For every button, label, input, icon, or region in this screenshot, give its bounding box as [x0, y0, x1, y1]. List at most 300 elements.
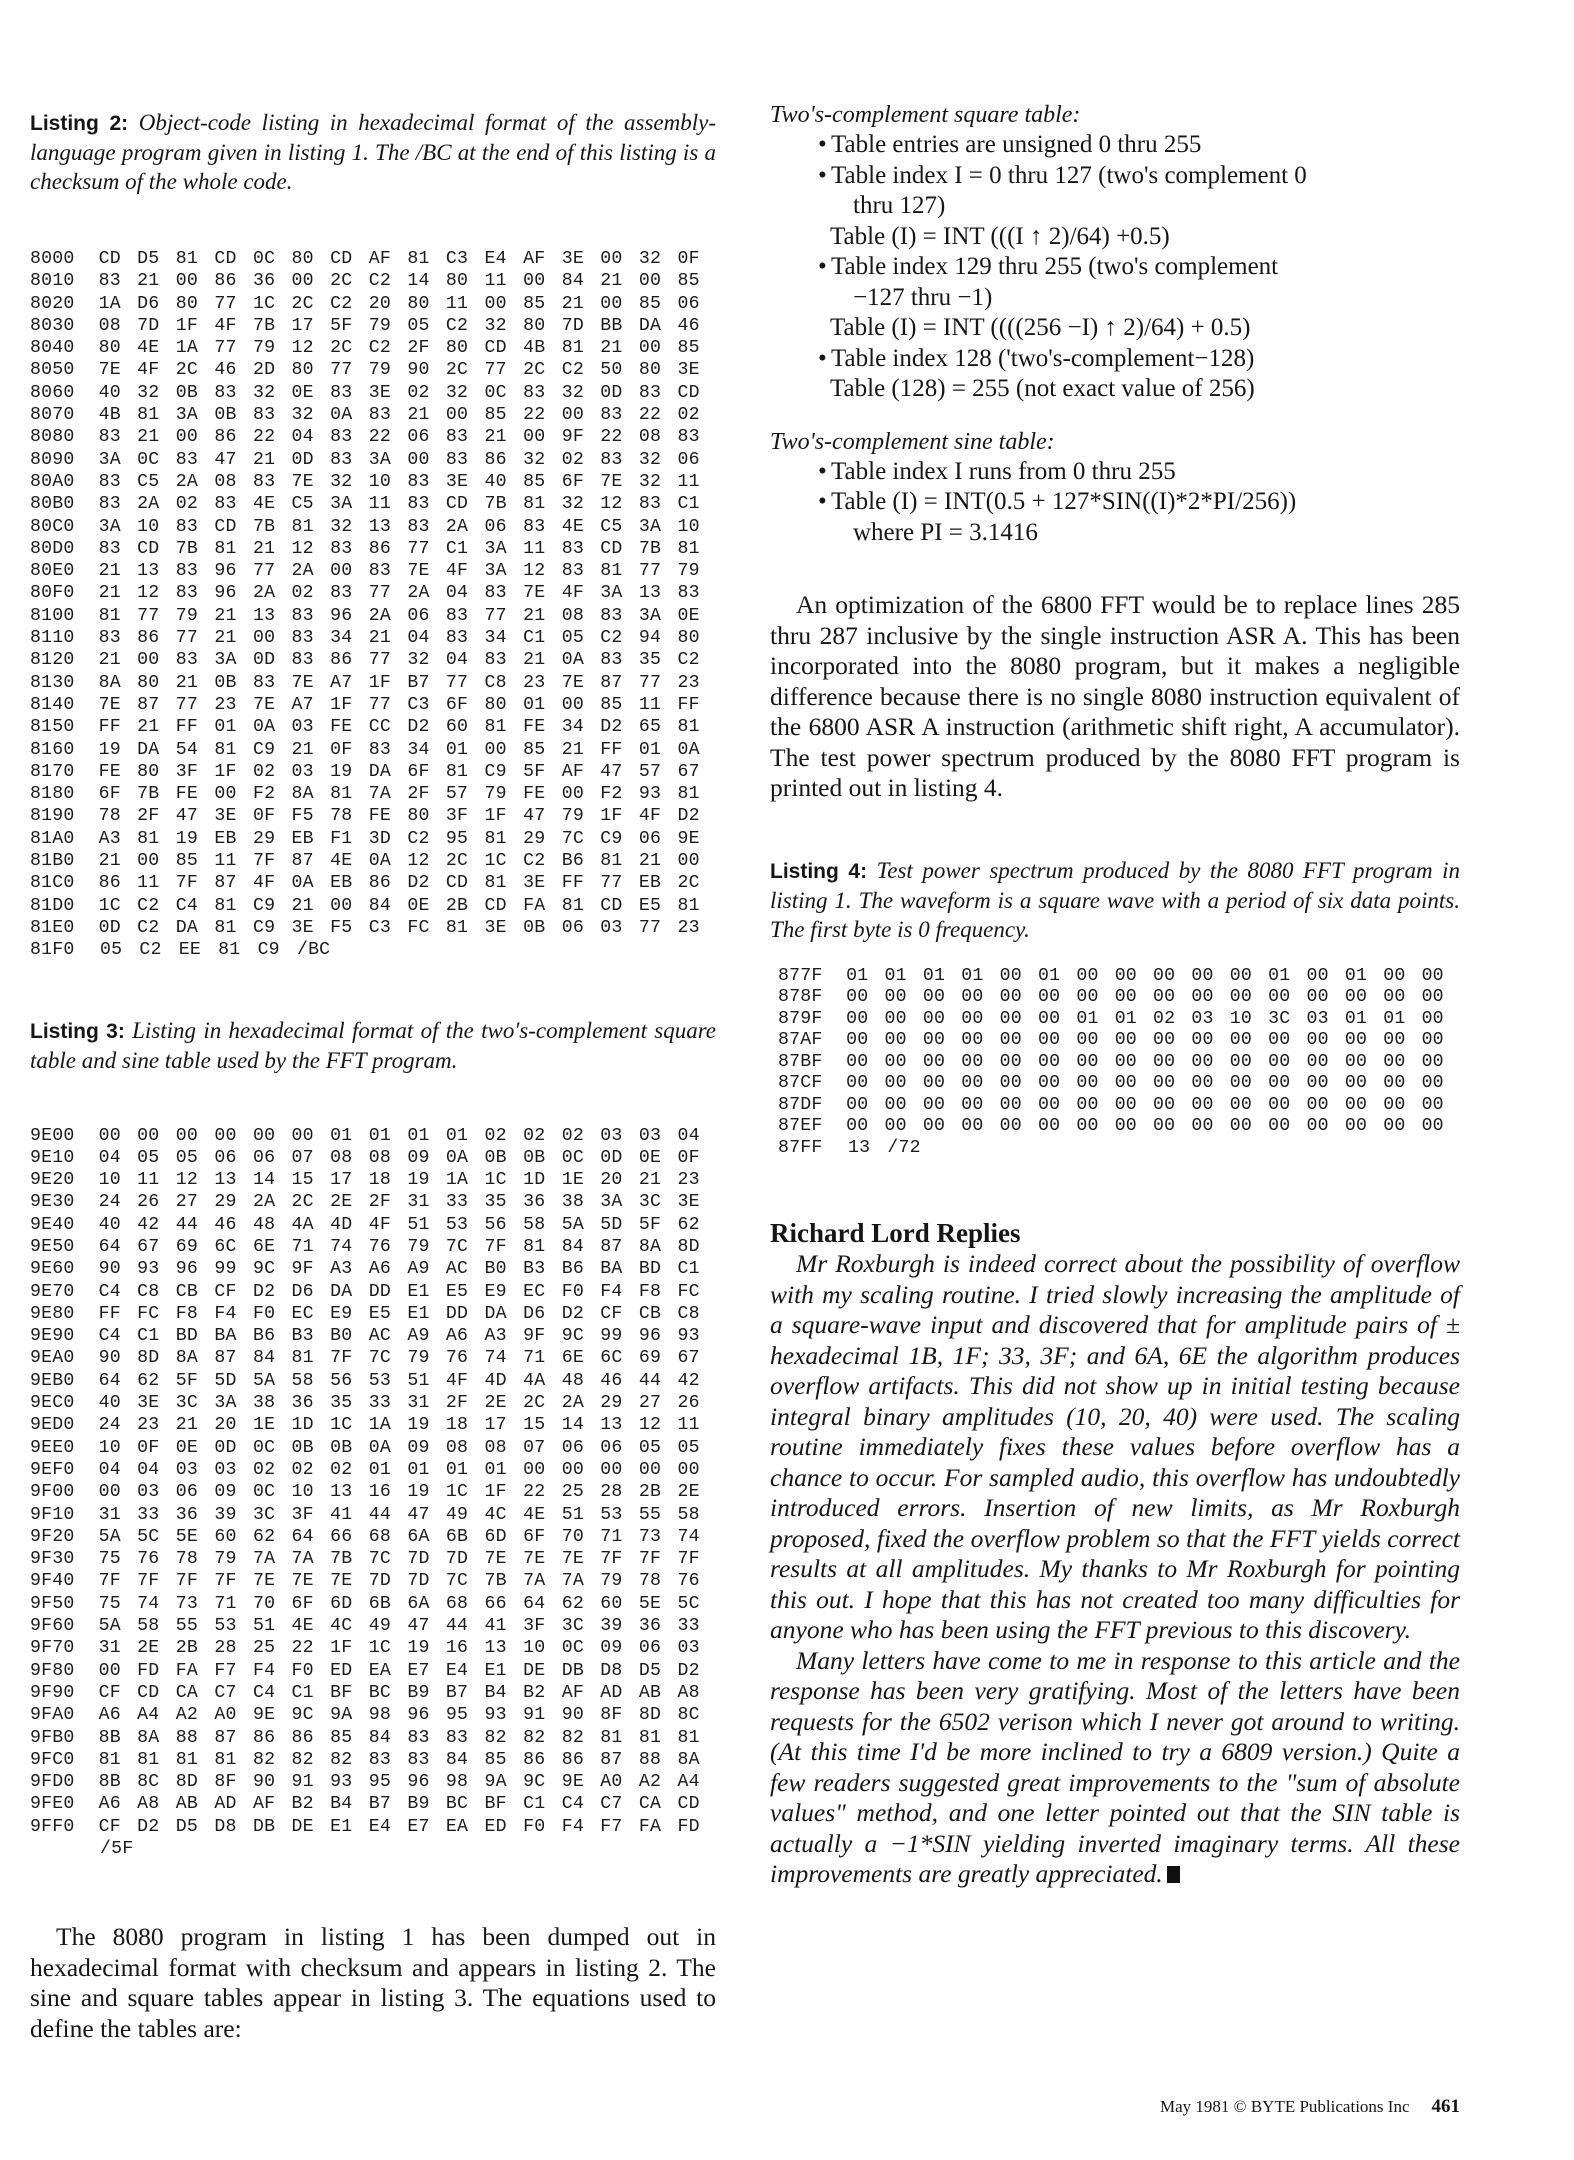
- hex-byte: 51: [407, 1214, 430, 1235]
- right-body-paragraph: An optimization of the 6800 FFT would be to replace lines 285 thru 287 inclusive by the single instruction ASR A. This has been incorporated into the 8080 program, but it makes a negligible difference because there is no single 8080 instruction equivalent of the 6800 ASR A instruction (arithmetic shift right, A accumulator). The test power spectrum produced by the 8080 FFT program is printed out in listing 4.: [770, 590, 1460, 802]
- hex-byte: 13: [330, 1482, 353, 1503]
- hex-byte: 69: [175, 1236, 198, 1257]
- hex-byte: E5: [368, 1303, 391, 1324]
- hex-byte: 10: [368, 471, 391, 492]
- hex-address: 8160: [30, 739, 75, 760]
- hex-byte: 3D: [368, 828, 391, 849]
- hex-byte: 00: [137, 650, 160, 671]
- hex-byte: 00: [1114, 1094, 1137, 1115]
- hex-byte: FA: [175, 1660, 198, 1681]
- hex-byte: 99: [214, 1259, 237, 1280]
- hex-byte: 75: [98, 1593, 121, 1614]
- hex-byte: 7E: [484, 1549, 507, 1570]
- reply-paragraph-2-text: Many letters have come to me in response to this article and the response has been very gratifying. Most of the letters have been requests for the 6502 verison which I never got around to writing. (At this time I'd be more inclined to try a 6809 version.) Quite a few readers suggested great improvements to the "sum of absolute values" method, and one letter pointed out that the SIN table is actually a −1*SIN yielding inverted imaginary terms. All these improvements are greatly appreciated.: [770, 1645, 1460, 1888]
- hex-byte: 01: [445, 739, 469, 760]
- hex-byte: 18: [445, 1415, 469, 1436]
- hex-byte: 83: [175, 561, 198, 582]
- hex-byte: 7E: [252, 1571, 276, 1592]
- hex-byte: C1: [445, 538, 469, 559]
- hex-byte: 16: [445, 1638, 469, 1659]
- hex-byte: A8: [137, 1794, 160, 1815]
- hex-byte: 77: [407, 538, 430, 559]
- hex-byte: 47: [214, 449, 237, 470]
- hex-byte: 8B: [98, 1727, 121, 1748]
- hex-byte: 1D: [291, 1415, 314, 1436]
- hex-byte: 90: [561, 1705, 584, 1726]
- hex-byte: 00: [1153, 1030, 1176, 1050]
- hex-byte: 08: [445, 1437, 469, 1458]
- hex-byte: 80: [677, 628, 700, 649]
- hex-byte: 00: [677, 851, 700, 872]
- hex-byte: 21: [175, 672, 198, 693]
- hex-byte: 00: [1114, 1051, 1137, 1072]
- hex-byte: 83: [561, 538, 584, 559]
- hex-byte: 19: [407, 1415, 430, 1436]
- hex-byte: 6A: [407, 1593, 430, 1614]
- hex-byte: 80: [407, 293, 430, 314]
- hex-byte: BC: [445, 1794, 469, 1815]
- hex-byte: 01: [1037, 965, 1061, 986]
- hex-byte: F7: [600, 1816, 623, 1837]
- hex-byte: D2: [677, 806, 700, 827]
- hex-byte: 4F: [638, 806, 662, 827]
- hex-byte: BC: [368, 1682, 391, 1703]
- hex-address: 9E00: [30, 1125, 75, 1146]
- hex-byte: 85: [677, 271, 700, 292]
- hex-byte: C5: [291, 494, 314, 515]
- hex-byte: 83: [98, 471, 121, 492]
- square-table-equations: [770, 130, 1460, 405]
- hex-byte: 9A: [484, 1772, 507, 1793]
- hex-byte: 2C: [677, 873, 700, 894]
- hex-address: 9F90: [30, 1682, 75, 1703]
- hex-address: 9FC0: [30, 1749, 75, 1770]
- hex-row: [30, 404, 716, 426]
- hex-byte: 81: [484, 717, 507, 738]
- hex-byte: 00: [1191, 1116, 1214, 1136]
- hex-byte: 0C: [252, 1482, 276, 1503]
- hex-byte: 68: [368, 1526, 391, 1547]
- hex-byte: 81: [677, 1727, 700, 1748]
- equation-line: [770, 222, 1460, 253]
- hex-byte: 00: [1229, 1094, 1252, 1115]
- hex-byte: 02: [1153, 1008, 1176, 1029]
- hex-byte: AF: [523, 249, 546, 269]
- hex-row: [30, 1481, 716, 1503]
- hex-byte: 09: [407, 1147, 430, 1168]
- hex-byte: 3F: [175, 761, 198, 782]
- listing-4-label: Listing 4:: [770, 859, 868, 883]
- hex-byte: 5A: [252, 1370, 276, 1391]
- hex-byte: /72: [887, 1137, 921, 1158]
- hex-byte: 80: [523, 315, 546, 336]
- hex-byte: 10: [677, 516, 700, 537]
- hex-byte: E5: [445, 1281, 469, 1302]
- hex-byte: 1F: [214, 761, 237, 782]
- hex-byte: 00: [846, 1116, 869, 1136]
- hex-byte: 81: [677, 895, 700, 916]
- hex-row: [30, 1392, 716, 1414]
- hex-row: [30, 1347, 716, 1369]
- line-text: Table (I) = INT ((((256 −I) ↑ 2)/64) + 0.5): [830, 314, 1251, 341]
- hex-byte: 2B: [445, 895, 469, 916]
- hex-byte: 21: [523, 605, 546, 626]
- hex-byte: FE: [368, 806, 391, 827]
- hex-byte: 90: [252, 1772, 276, 1793]
- hex-byte: 8C: [677, 1705, 700, 1726]
- hex-byte: 00: [1306, 1030, 1329, 1050]
- hex-byte: 1C: [98, 895, 121, 916]
- hex-byte: 83: [291, 628, 314, 649]
- hex-byte: 17: [484, 1415, 507, 1436]
- hex-byte: 32: [291, 405, 314, 426]
- hex-byte: 81: [137, 828, 160, 849]
- hex-byte: 5C: [677, 1593, 700, 1614]
- hex-byte: C5: [137, 471, 160, 492]
- hex-byte: 83: [407, 516, 430, 537]
- hex-byte: 55: [638, 1504, 662, 1525]
- hex-byte: 00: [1344, 1051, 1368, 1072]
- hex-row: [30, 1637, 716, 1659]
- hex-byte: 1C: [484, 1170, 507, 1191]
- hex-byte: 83: [252, 672, 276, 693]
- hex-byte: 7E: [330, 1571, 353, 1592]
- hex-byte: 77: [484, 605, 507, 626]
- hex-row: [30, 1370, 716, 1392]
- hex-address: 81F0: [30, 940, 75, 961]
- hex-byte: C4: [561, 1794, 584, 1815]
- hex-byte: 38: [252, 1393, 276, 1414]
- hex-byte: 80: [484, 694, 507, 715]
- hex-byte: 12: [523, 561, 546, 582]
- hex-byte: EB: [214, 828, 237, 849]
- hex-byte: 00: [961, 1094, 984, 1115]
- hex-byte: 6F: [445, 694, 469, 715]
- hex-byte: 7D: [407, 1571, 430, 1592]
- hex-address: 81A0: [30, 828, 75, 849]
- hex-byte: 21: [137, 427, 160, 448]
- hex-address: 9E10: [30, 1147, 75, 1168]
- hex-byte: E9: [330, 1303, 353, 1324]
- hex-byte: 53: [445, 1214, 469, 1235]
- hex-byte: CD: [330, 249, 353, 269]
- hex-byte: 9F: [291, 1259, 314, 1280]
- hex-byte: 83: [368, 405, 391, 426]
- hex-byte: 85: [523, 471, 546, 492]
- hex-byte: 3E: [291, 917, 314, 938]
- hex-byte: F2: [252, 784, 276, 805]
- hex-byte: 00: [137, 1125, 160, 1146]
- hex-byte: BF: [330, 1682, 353, 1703]
- hex-byte: 21: [214, 605, 237, 626]
- hex-address: 9F40: [30, 1571, 75, 1592]
- bullet-icon: •: [818, 131, 827, 158]
- line-text: Table (I) = INT(0.5 + 127*SIN((I)*2*PI/256)): [831, 488, 1297, 515]
- hex-row: [30, 449, 716, 471]
- hex-byte: 00: [1306, 965, 1329, 986]
- hex-byte: CB: [638, 1303, 662, 1324]
- hex-address: 9F00: [30, 1482, 75, 1503]
- hex-byte: B6: [561, 851, 584, 872]
- hex-byte: 83: [98, 494, 121, 515]
- hex-byte: 02: [561, 449, 584, 470]
- hex-byte: 06: [407, 427, 430, 448]
- hex-byte: 1C: [484, 851, 507, 872]
- hex-byte: 7F: [252, 851, 276, 872]
- hex-byte: 05: [100, 940, 123, 961]
- hex-byte: 7F: [137, 1571, 160, 1592]
- listing-3-caption-text: Listing in hexadecimal format of the two's-complement square table and sine table used by the FFT program.: [30, 1017, 717, 1073]
- hex-row: [30, 895, 716, 917]
- hex-byte: 81: [638, 1727, 662, 1748]
- hex-byte: 83: [252, 405, 276, 426]
- hex-byte: 76: [445, 1348, 469, 1369]
- hex-row: [778, 1073, 1460, 1095]
- hex-byte: 32: [445, 382, 469, 403]
- hex-byte: 4C: [484, 1504, 507, 1525]
- hex-byte: 0D: [252, 650, 276, 671]
- hex-byte: 00: [846, 1094, 869, 1115]
- hex-byte: 21: [252, 538, 276, 559]
- hex-byte: D6: [137, 293, 160, 314]
- hex-byte: 27: [638, 1393, 662, 1414]
- listing-3-label: Listing 3:: [30, 1019, 125, 1043]
- hex-byte: 83: [484, 650, 507, 671]
- hex-row: [30, 1191, 716, 1213]
- hex-address: 8190: [30, 806, 75, 827]
- hex-byte: 21: [638, 851, 662, 872]
- hex-byte: 0A: [677, 739, 700, 760]
- hex-byte: 19: [407, 1638, 430, 1659]
- hex-byte: 8A: [677, 1749, 700, 1770]
- hex-byte: 00: [1076, 1030, 1099, 1050]
- hex-byte: 28: [600, 1482, 623, 1503]
- hex-byte: 06: [252, 1147, 276, 1168]
- hex-byte: 06: [484, 516, 507, 537]
- hex-byte: 02: [291, 1459, 314, 1480]
- hex-byte: 00: [1383, 1116, 1406, 1136]
- hex-byte: 1F: [484, 1482, 507, 1503]
- hex-byte: 49: [368, 1616, 391, 1637]
- bullet-item: [770, 457, 1460, 488]
- hex-byte: 4F: [561, 583, 584, 604]
- hex-byte: 05: [638, 1437, 662, 1458]
- hex-byte: 1A: [368, 1415, 391, 1436]
- hex-byte: 54: [175, 739, 198, 760]
- hex-byte: 8C: [137, 1772, 160, 1793]
- hex-byte: 21: [638, 1170, 662, 1191]
- hex-byte: 84: [368, 895, 391, 916]
- hex-byte: 84: [368, 1727, 391, 1748]
- hex-byte: 07: [523, 1437, 546, 1458]
- hex-address: 8170: [30, 761, 75, 782]
- hex-byte: 87: [214, 873, 237, 894]
- hex-address: 9FA0: [30, 1705, 75, 1726]
- hex-byte: 32: [523, 449, 546, 470]
- hex-byte: 36: [291, 1393, 314, 1414]
- hex-byte: 01: [368, 1459, 391, 1480]
- hex-byte: 00: [1037, 1030, 1061, 1050]
- hex-byte: 81: [445, 917, 469, 938]
- hex-row: [30, 805, 716, 827]
- hex-byte: 19: [330, 761, 353, 782]
- hex-byte: 21: [175, 1415, 198, 1436]
- hex-byte: 39: [214, 1504, 237, 1525]
- bullet-item: [770, 487, 1460, 518]
- hex-byte: 2F: [407, 338, 430, 359]
- hex-byte: 73: [638, 1526, 662, 1547]
- hex-byte: 64: [98, 1236, 121, 1257]
- hex-byte: D5: [638, 1660, 662, 1681]
- hex-byte: 70: [252, 1593, 276, 1614]
- hex-address: 878F: [778, 987, 823, 1007]
- hex-row: [30, 582, 716, 604]
- hex-byte: 8D: [137, 1348, 160, 1369]
- hex-byte: 81: [137, 405, 160, 426]
- hex-byte: 83: [175, 516, 198, 537]
- hex-byte: E1: [484, 1660, 507, 1681]
- hex-byte: 0F: [137, 1437, 160, 1458]
- hex-byte: 58: [523, 1214, 546, 1235]
- hex-byte: 8D: [677, 1236, 700, 1257]
- hex-byte: 81: [214, 917, 237, 938]
- hex-byte: 7E: [98, 360, 121, 381]
- line-text: Table index I runs from 0 thru 255: [831, 457, 1176, 485]
- hex-byte: C9: [484, 761, 507, 782]
- hex-byte: 01: [884, 965, 907, 986]
- hex-byte: 1C: [368, 1638, 391, 1659]
- hex-byte: 00: [291, 1125, 314, 1146]
- hex-byte: DA: [368, 761, 391, 782]
- hex-byte: 7E: [561, 1549, 584, 1570]
- listing-4-hex-dump: [770, 966, 1460, 1160]
- hex-byte: CF: [98, 1682, 121, 1703]
- hex-byte: C1: [677, 494, 700, 515]
- hex-byte: 29: [252, 828, 276, 849]
- hex-byte: 7E: [561, 672, 584, 693]
- hex-byte: 81: [484, 873, 507, 894]
- hex-byte: 80: [445, 271, 469, 292]
- hex-byte: 00: [484, 739, 507, 760]
- hex-byte: 83: [175, 583, 198, 604]
- hex-byte: 2E: [330, 1192, 353, 1213]
- hex-byte: 00: [1191, 987, 1214, 1007]
- hex-byte: B2: [291, 1794, 314, 1815]
- listing-3-caption: [30, 1016, 716, 1075]
- hex-byte: 01: [407, 1125, 430, 1146]
- hex-byte: C2: [139, 940, 162, 961]
- hex-byte: 0B: [523, 917, 546, 938]
- hex-byte: 6F: [407, 761, 430, 782]
- hex-byte: 00: [884, 1051, 907, 1072]
- hex-byte: 23: [677, 917, 700, 938]
- hex-byte: 50: [600, 360, 623, 381]
- hex-byte: B2: [523, 1682, 546, 1703]
- hex-byte: 81: [175, 1749, 198, 1770]
- hex-byte: 05: [175, 1147, 198, 1168]
- hex-byte: 68: [445, 1593, 469, 1614]
- hex-byte: 00: [1037, 1094, 1061, 1115]
- hex-byte: 08: [638, 427, 662, 448]
- hex-byte: FA: [638, 1816, 662, 1837]
- hex-byte: 2A: [445, 516, 469, 537]
- hex-byte: 1D: [523, 1170, 546, 1191]
- hex-byte: 2F: [368, 1192, 391, 1213]
- hex-address: 9F60: [30, 1616, 75, 1637]
- hex-byte: 00: [175, 271, 198, 292]
- hex-byte: 19: [98, 739, 121, 760]
- hex-byte: 33: [137, 1504, 160, 1525]
- hex-byte: 7E: [523, 583, 546, 604]
- hex-byte: CF: [600, 1303, 623, 1324]
- hex-row: [30, 1727, 716, 1749]
- hex-row: [30, 872, 716, 894]
- hex-address: 8070: [30, 405, 75, 426]
- hex-byte: 00: [1076, 987, 1099, 1007]
- hex-byte: 00: [1114, 965, 1137, 986]
- hex-byte: 7C: [368, 1549, 391, 1570]
- hex-byte: 20: [214, 1415, 237, 1436]
- hex-byte: 81: [561, 338, 584, 359]
- hex-byte: 15: [523, 1415, 546, 1436]
- hex-byte: ED: [484, 1816, 507, 1837]
- hex-byte: 5F: [523, 761, 546, 782]
- hex-byte: 83: [600, 449, 623, 470]
- hex-byte: 83: [407, 1727, 430, 1748]
- hex-byte: 00: [1421, 1030, 1444, 1050]
- hex-row: [30, 939, 716, 961]
- hex-byte: 46: [214, 360, 237, 381]
- hex-byte: 83: [175, 650, 198, 671]
- hex-byte: 81: [214, 895, 237, 916]
- hex-byte: 01: [1268, 965, 1291, 986]
- hex-byte: F1: [330, 828, 353, 849]
- hex-byte: 3A: [638, 516, 662, 537]
- hex-byte: 79: [252, 338, 276, 359]
- hex-byte: 9E: [561, 1772, 584, 1793]
- hex-byte: 06: [677, 449, 700, 470]
- hex-address: 87AF: [778, 1030, 823, 1050]
- hex-byte: 57: [638, 761, 662, 782]
- hex-byte: 67: [677, 761, 700, 782]
- hex-byte: 0F: [330, 739, 353, 760]
- hex-byte: 7E: [291, 1571, 314, 1592]
- hex-byte: DD: [368, 1281, 391, 1302]
- hex-byte: 01: [922, 965, 946, 986]
- hex-byte: 74: [677, 1526, 700, 1547]
- hex-byte: 00: [999, 1116, 1022, 1136]
- hex-byte: C2: [368, 338, 391, 359]
- hex-byte: 88: [175, 1727, 198, 1748]
- hex-byte: 8F: [600, 1705, 623, 1726]
- hex-byte: 23: [523, 672, 546, 693]
- hex-byte: 02: [523, 1125, 546, 1146]
- hex-address: 9E70: [30, 1281, 75, 1302]
- hex-byte: 81: [407, 249, 430, 269]
- hex-row: [778, 1138, 1460, 1160]
- hex-byte: E1: [330, 1816, 353, 1837]
- hex-byte: 00: [922, 1116, 946, 1136]
- hex-byte: 00: [407, 449, 430, 470]
- hex-byte: A2: [638, 1772, 662, 1793]
- hex-byte: AD: [600, 1682, 623, 1703]
- equation-line: [770, 283, 1460, 314]
- hex-address: 9F10: [30, 1504, 75, 1525]
- hex-byte: 65: [638, 717, 662, 738]
- hex-byte: 04: [407, 628, 430, 649]
- hex-byte: 9A: [330, 1705, 353, 1726]
- hex-byte: 00: [1306, 1051, 1329, 1072]
